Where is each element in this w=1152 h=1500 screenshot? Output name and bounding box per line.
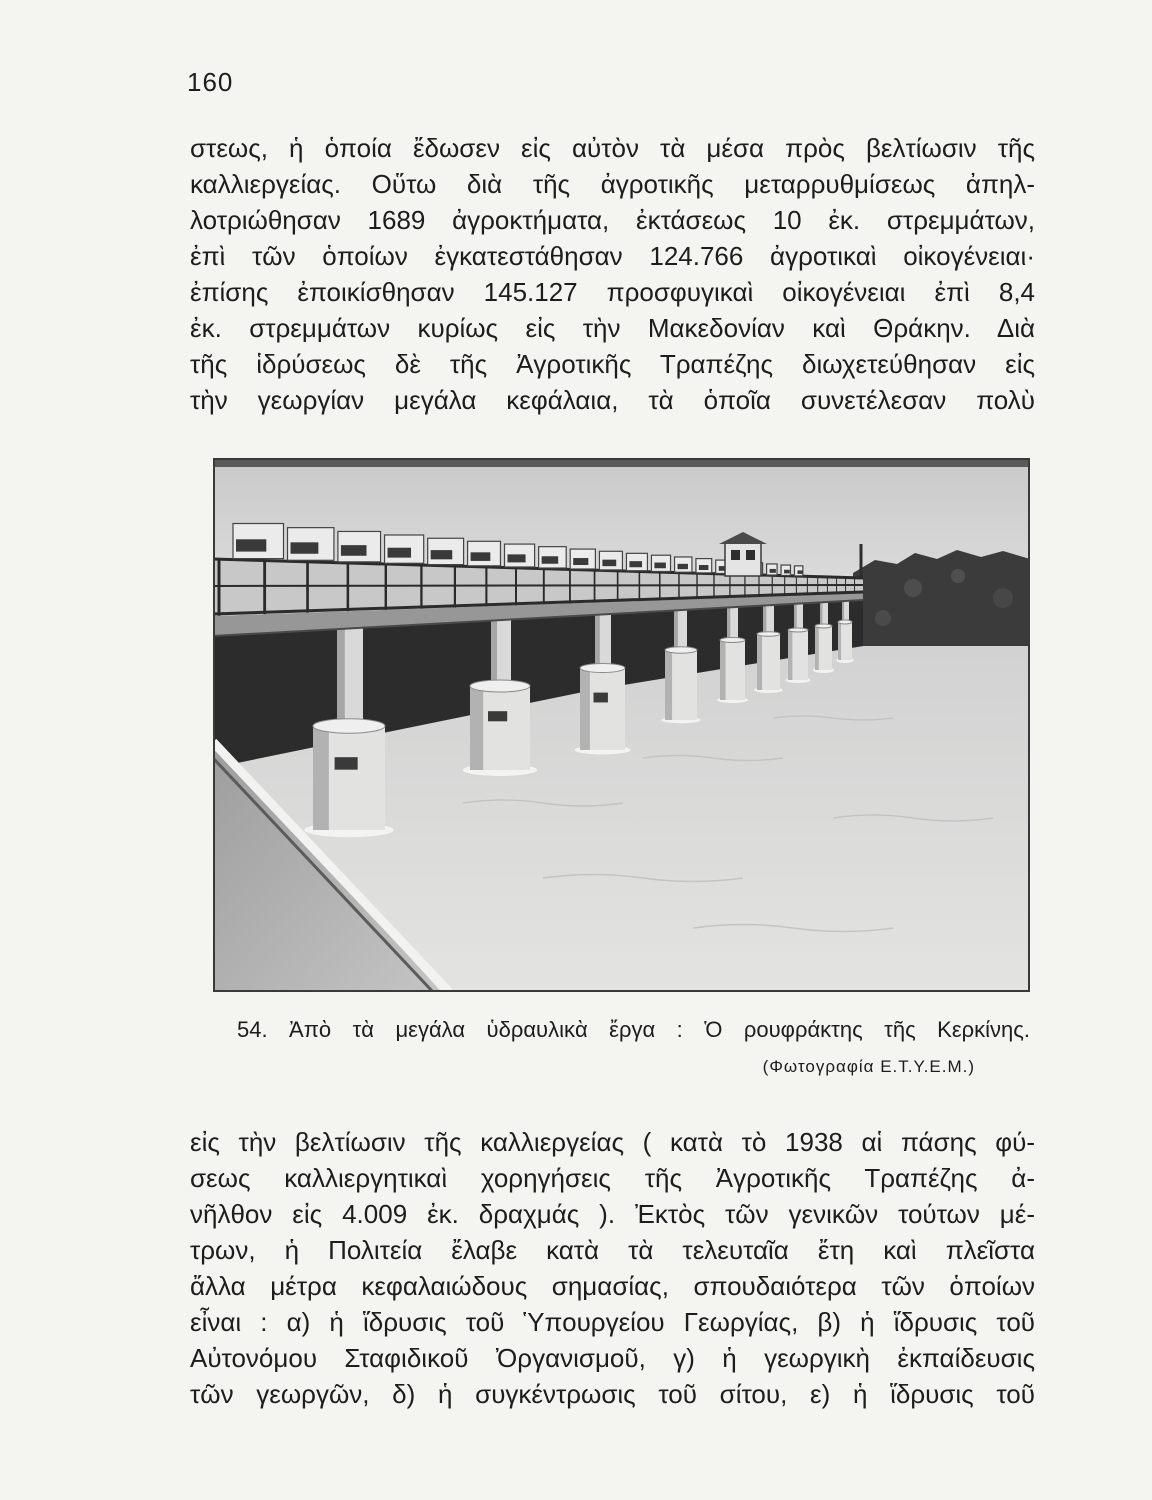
pier-base-shade [788,630,792,680]
pier-sign [488,711,507,721]
pier-column-shade [794,602,797,630]
text-line: λοτριώθησαν 1689 ἀγροκτήματα, ἐκτάσεως 10 ἐκ. στρεμμάτων, [190,205,1035,235]
gate-housing-window [507,554,525,562]
gate-housing-window [654,563,665,569]
gate-housing-window [431,550,453,559]
pier-base-shade [665,650,672,720]
pier-base-top [788,628,808,632]
pier-sign [335,757,358,769]
bridge-photo [213,458,1030,992]
tree-highlight [993,588,1013,608]
pier-base-top [313,719,385,733]
pier-base-top [665,647,697,653]
pier-column-shade [491,618,497,686]
hut-window [746,550,755,560]
text-line: τρων, ἡ Πολιτεία ἔλαβε κατὰ τὰ τελευταῖα ἔτη καὶ πλεῖστα [190,1235,1035,1265]
text-line: καλλιεργείας. Οὕτω διὰ τῆς ἀγροτικῆς μεταρρυθμίσεως ἀπηλ- [190,169,1035,199]
pier-base-shade [470,686,483,770]
gate-housing-window [797,570,802,574]
text-line: εἶναι : α) ἡ ἵδρυσις τοῦ Ὑπουργείου Γεωργίας, β) ἡ ἵδρυσις τοῦ [190,1307,1035,1337]
gate-housing-window [236,539,266,551]
text-line: τῶν γεωργῶν, δ) ἡ συγκέντρωσις τοῦ σίτου, ε) ἡ ἵδρυσις τοῦ [190,1379,1035,1409]
gate-housing-window [341,545,367,556]
pier-base-shade [838,622,841,660]
text-line: Αὐτονόμου Σταφιδικοῦ Ὀργανισμοῦ, γ) ἡ γεωργικὴ ἐκπαίδευσις [190,1343,1035,1373]
pier-column-shade [337,626,345,726]
text-line: ἐπὶ τῶν ὁποίων ἐγκατεστάθησαν 124.766 ἀγροτικαὶ οἰκογένειαι· [190,241,1035,271]
text-line: τὴν γεωργίαν μεγάλα κεφάλαια, τὰ ὁποῖα συνετέλεσαν πολὺ [190,385,1035,415]
pier-base-top [470,680,530,692]
gate-housing-window [291,542,319,553]
text-line: σεως καλλιεργητικαὶ χορηγήσεις τῆς Ἀγροτικῆς Τραπέζης ἀ- [190,1163,1035,1193]
gate-housing-window [573,558,588,565]
text-line: ἐπίσης ἐποικίσθησαν 145.127 προσφυγικαὶ οἰκογένειαι ἐπὶ 8,4 [190,277,1035,307]
pier-column-shade [674,608,678,650]
paragraph-2 [190,1124,1035,1412]
pier-base-shade [757,634,762,690]
pier-sign [594,693,608,703]
pier-base-shade [815,626,819,670]
figure-caption: 54. Ἀπὸ τὰ μεγάλα ὑδραυλικὰ ἔργα : Ὁ ρουφράκτης τῆς Κερκίνης. [237,1017,1030,1042]
text-line: νῆλθον εἰς 4.009 ἐκ. δραχμάς ). Ἐκτὸς τῶν γενικῶν τούτων μέ- [190,1199,1035,1229]
tree-highlight [951,569,965,583]
pier-base-shade [720,640,726,700]
hut-window [731,550,740,560]
gate-housing-window [542,556,559,563]
text-line: ἐκ. στρεμμάτων κυρίως εἰς τὴν Μακεδονίαν καὶ Θράκην. Διὰ [190,313,1035,343]
text-line: τῆς ἱδρύσεως δὲ τῆς Ἀγροτικῆς Τραπέζης διωχετεύθησαν εἰς [190,349,1035,379]
gate-housing-window [629,561,642,567]
pier-base-top [757,632,780,637]
gate-housing-window [699,565,708,570]
pier-base-shade [313,726,329,830]
pier-base-top [815,624,832,628]
gate-housing-window [602,560,616,567]
pier-column-shade [595,612,600,668]
pier-column-shade [727,605,730,640]
pier-base-top [580,664,625,673]
pier-base-top [720,638,745,643]
text-line: στεως, ἡ ὁποία ἔδωσεν εἰς αὐτὸν τὰ μέσα πρὸς βελτίωσιν τῆς [190,133,1035,163]
photo-credit: (Φωτογραφία Ε.Τ.Υ.Ε.Μ.) [762,1057,975,1076]
text-line: ἄλλα μέτρα κεφαλαιώδους σημασίας, σπουδαιότερα τῶν ὁποίων [190,1271,1035,1301]
pier-column-shade [842,599,844,622]
pier-base-shade [580,668,590,750]
pier-column-shade [820,600,822,626]
gate-housing-window [784,570,790,574]
page-number: 160 [187,67,234,97]
gate-housing-window [770,569,776,573]
gate-housing-window [388,548,411,558]
hut-wall [725,542,761,576]
gate-housing-window [471,552,491,561]
pier-column-shade [763,603,766,634]
text-line: εἰς τὴν βελτίωσιν τῆς καλλιεργείας ( κατὰ τὸ 1938 αἱ πάσης φύ- [190,1127,1035,1157]
tree-highlight [904,579,922,597]
railing-middle [213,585,863,586]
tree-highlight [875,610,891,626]
gate-housing-window [678,564,688,569]
pier-base-top [838,620,852,624]
paragraph-1 [190,130,1035,418]
